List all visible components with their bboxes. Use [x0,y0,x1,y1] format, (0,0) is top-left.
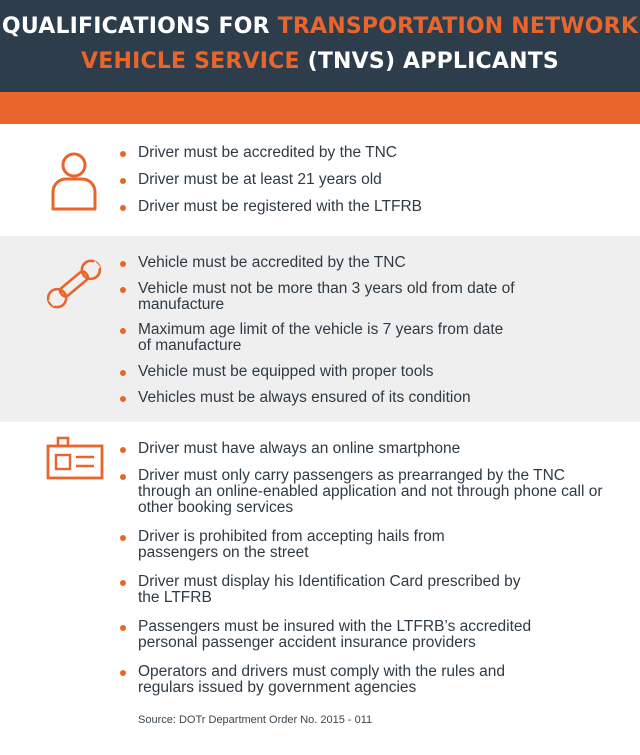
list-item: Driver must be accredited by the TNC [118,145,628,161]
list-item: Vehicles must be always ensured of its condition [118,390,628,406]
id-card-icon [44,436,104,496]
list-item: Vehicle must not be more than 3 years old from date of manufacture [118,281,518,313]
list-item: Operators and drivers must comply with the rules and regulars issued by government agencies [118,664,558,696]
person-icon [44,149,104,209]
operation-requirements-section [0,422,640,755]
list-item: Passengers must be insured with the LTFRB’s accredited personal passenger accident insurance providers [118,619,573,651]
list-item: Maximum age limit of the vehicle is 7 years from date of manufacture [118,322,518,354]
list-item: Driver must have always an online smartphone [118,441,628,457]
list-item: Driver must display his Identification Card prescribed by the LTFRB [118,574,538,606]
accent-bar [0,92,640,124]
list-item: Vehicle must be accredited by the TNC [118,255,628,271]
list-item: Driver is prohibited from accepting hails from passengers on the street [118,529,498,561]
list-item: Driver must only carry passengers as prearranged by the TNC through an online-enabled application and not through phone call or other booking services [118,468,608,516]
vehicle-requirements-section [0,236,640,422]
title-line-1: QUALIFICATIONS FOR TRANSPORTATION NETWORK [1,14,639,39]
driver-requirements-section [0,124,640,236]
list-item: Driver must be at least 21 years old [118,172,628,188]
list-item: Vehicle must be equipped with proper tools [118,364,628,380]
source-note: Source: DOTr Department Order No. 2015 - 011 [138,714,373,726]
title-banner [0,0,640,92]
wrench-icon [44,258,104,318]
title-line-2: VEHICLE SERVICE (TNVS) APPLICANTS [81,49,559,74]
list-item: Driver must be registered with the LTFRB [118,199,628,215]
